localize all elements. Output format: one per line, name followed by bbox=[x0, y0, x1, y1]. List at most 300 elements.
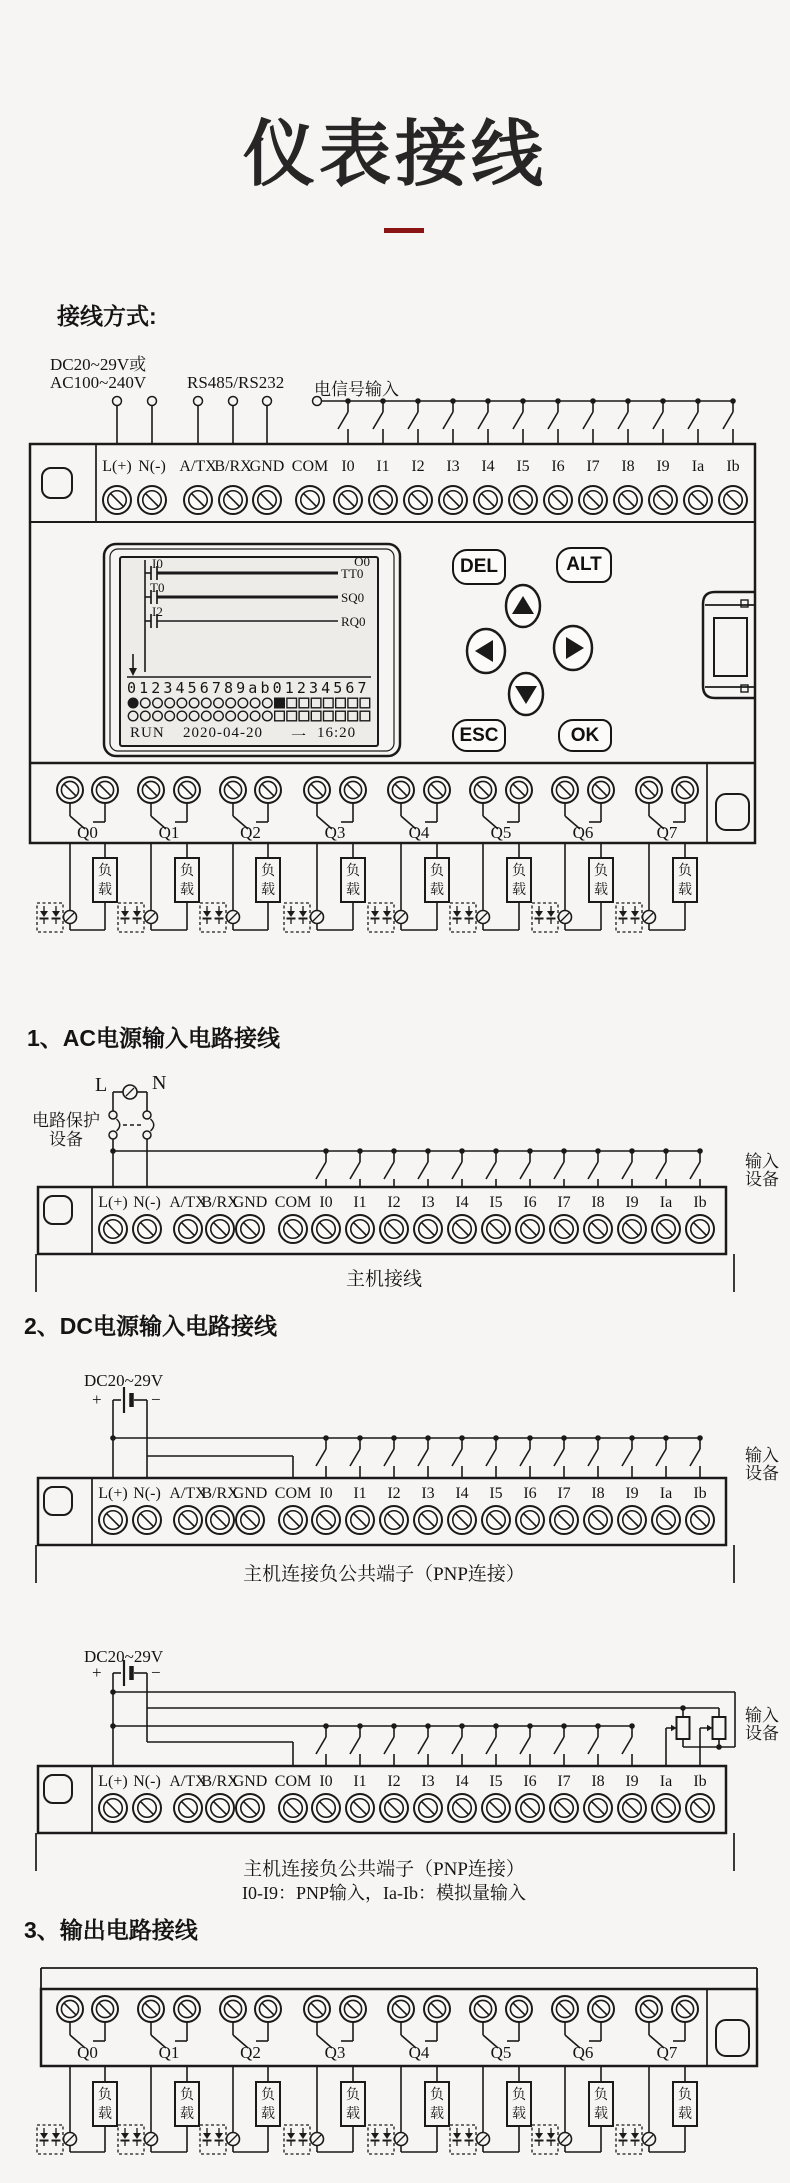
terminal-label: Ia bbox=[691, 458, 705, 475]
load-label bbox=[341, 2085, 365, 2123]
lcd-rung3-coil: RQ0 bbox=[341, 614, 366, 629]
load-char-1: 负 bbox=[98, 2086, 112, 2102]
output-label: Q5 bbox=[490, 823, 512, 842]
switch-blade bbox=[350, 1449, 360, 1466]
screw-terminal-icon bbox=[686, 1506, 714, 1534]
s1-input-device-line2: 设备 bbox=[745, 1170, 779, 1189]
switch-blade bbox=[452, 1449, 462, 1466]
screw-terminal-icon bbox=[584, 1215, 612, 1243]
diode-icon bbox=[40, 2133, 48, 2139]
screw-terminal-icon bbox=[686, 1794, 714, 1822]
screw-terminal-icon bbox=[470, 1996, 496, 2022]
screw-terminal-icon bbox=[346, 1794, 374, 1822]
terminal-label: I0 bbox=[319, 1485, 333, 1502]
screw-terminal-icon bbox=[346, 1506, 374, 1534]
terminal-label: Ia bbox=[659, 1773, 673, 1790]
circle bbox=[109, 1111, 117, 1119]
switch-blade bbox=[384, 1449, 394, 1466]
potentiometer-icon bbox=[713, 1717, 726, 1739]
output-label: Q0 bbox=[77, 2043, 98, 2062]
load-label bbox=[93, 861, 117, 899]
lcd-date: 2020-04-20 bbox=[183, 725, 263, 741]
screw-terminal-icon bbox=[684, 486, 712, 514]
screw-terminal-icon bbox=[719, 486, 747, 514]
protection-label-line1: 电路保护 bbox=[32, 1111, 100, 1130]
terminal-label: I5 bbox=[489, 1773, 503, 1790]
terminal-label: L(+) bbox=[98, 1485, 128, 1502]
load-char-2: 载 bbox=[346, 2105, 360, 2121]
screw-terminal-icon bbox=[369, 486, 397, 514]
screw-terminal-icon bbox=[388, 1996, 414, 2022]
terminal-label: I3 bbox=[421, 1485, 435, 1502]
s2b-plus: + bbox=[92, 1663, 102, 1682]
screw-terminal-icon bbox=[439, 486, 467, 514]
terminal-label: I2 bbox=[387, 1773, 401, 1790]
mounting-hole bbox=[44, 1196, 72, 1224]
output-label: Q2 bbox=[240, 823, 261, 842]
screw-terminal-icon bbox=[346, 1215, 374, 1243]
terminal-label: B/RX bbox=[201, 1485, 239, 1502]
switch-blade bbox=[418, 1162, 428, 1179]
switch-blade bbox=[338, 412, 348, 429]
mounting-hole bbox=[42, 468, 72, 498]
load-label bbox=[93, 2085, 117, 2123]
screw-terminal-icon bbox=[312, 1506, 340, 1534]
diode-icon bbox=[287, 2133, 295, 2139]
screw-terminal-icon bbox=[588, 777, 614, 803]
section3-heading: 3、输出电路接线 bbox=[24, 1917, 198, 1943]
terminal-label: Ib bbox=[726, 458, 740, 475]
load-label bbox=[589, 2085, 613, 2123]
potentiometer-icon bbox=[677, 1717, 690, 1739]
screw-terminal-icon bbox=[138, 486, 166, 514]
lcd-weekday: 一 bbox=[291, 729, 308, 745]
load-char-1: 负 bbox=[678, 2086, 692, 2102]
switch-blade bbox=[588, 1737, 598, 1754]
screw-terminal-icon bbox=[482, 1794, 510, 1822]
diode-icon bbox=[40, 911, 48, 917]
lcd-rung2-contact: T0 bbox=[150, 580, 165, 595]
screw-terminal-icon bbox=[236, 1215, 264, 1243]
output-label: Q0 bbox=[77, 823, 98, 842]
screw-terminal-icon bbox=[340, 777, 366, 803]
screw-terminal-icon bbox=[99, 1215, 127, 1243]
screw-terminal-icon bbox=[649, 486, 677, 514]
diode-icon bbox=[133, 911, 141, 917]
terminal-label: Ib bbox=[693, 1773, 707, 1790]
switch-blade bbox=[452, 1162, 462, 1179]
screw-terminal-icon bbox=[506, 1996, 532, 2022]
switch-blade bbox=[688, 412, 698, 429]
switch-blade bbox=[486, 1449, 496, 1466]
terminal-label: I9 bbox=[625, 1773, 639, 1790]
diode-icon bbox=[52, 2133, 60, 2139]
terminal-label: N(-) bbox=[133, 1194, 161, 1211]
s1-input-device-line1: 输入 bbox=[745, 1152, 779, 1171]
screw-terminal-icon bbox=[220, 1996, 246, 2022]
screw-terminal-icon bbox=[672, 777, 698, 803]
screw-terminal-icon bbox=[618, 1506, 646, 1534]
diode-icon bbox=[619, 911, 627, 917]
screw-terminal-icon bbox=[206, 1794, 234, 1822]
switch-blade bbox=[554, 1162, 564, 1179]
section2-caption-b2: I0-I9：PNP输入，Ia-Ib：模拟量输入 bbox=[242, 1883, 526, 1903]
load-char-1: 负 bbox=[346, 2086, 360, 2102]
screw-terminal-icon bbox=[206, 1506, 234, 1534]
mounting-hole bbox=[44, 1775, 72, 1803]
diode-icon bbox=[203, 911, 211, 917]
diode-icon bbox=[547, 911, 555, 917]
switch-blade bbox=[316, 1162, 326, 1179]
load-char-1: 负 bbox=[98, 862, 112, 878]
switch-blade bbox=[548, 412, 558, 429]
terminal-label: A/TX bbox=[179, 458, 217, 475]
terminal-label: I1 bbox=[353, 1485, 367, 1502]
terminal-label: B/RX bbox=[214, 458, 252, 475]
diode-icon bbox=[631, 911, 639, 917]
alt-button: ALT bbox=[556, 547, 612, 583]
screw-terminal-icon bbox=[255, 1996, 281, 2022]
load-char-2: 载 bbox=[346, 881, 360, 897]
screw-terminal-icon bbox=[474, 486, 502, 514]
screw-terminal-icon bbox=[92, 1996, 118, 2022]
terminal-pin-icon bbox=[148, 397, 157, 406]
screw-terminal-icon bbox=[57, 777, 83, 803]
down-arrow-button bbox=[509, 673, 543, 715]
screw-terminal-icon bbox=[388, 777, 414, 803]
terminal-pin-icon bbox=[194, 397, 203, 406]
load-char-1: 负 bbox=[261, 862, 275, 878]
screw-terminal-icon bbox=[236, 1794, 264, 1822]
screw-terminal-icon bbox=[652, 1506, 680, 1534]
diode-icon bbox=[453, 911, 461, 917]
terminal-label: COM bbox=[274, 1773, 312, 1790]
section2-caption-b1: 主机连接负公共端子（PNP连接） bbox=[243, 1859, 525, 1880]
terminal-label: L(+) bbox=[98, 1773, 128, 1790]
screw-terminal-icon bbox=[448, 1794, 476, 1822]
load-char-1: 负 bbox=[512, 2086, 526, 2102]
screw-terminal-icon bbox=[552, 1996, 578, 2022]
diode-icon bbox=[465, 911, 473, 917]
output-label: Q4 bbox=[408, 2043, 430, 2062]
input-indicator bbox=[128, 698, 138, 708]
terminal-label: I4 bbox=[455, 1194, 469, 1211]
diode-icon bbox=[121, 2133, 129, 2139]
load-char-1: 负 bbox=[594, 862, 608, 878]
screw-terminal-icon bbox=[99, 1506, 127, 1534]
terminal-label: I5 bbox=[489, 1194, 503, 1211]
terminal-label: I8 bbox=[591, 1485, 605, 1502]
screw-terminal-icon bbox=[448, 1506, 476, 1534]
screw-terminal-icon bbox=[279, 1794, 307, 1822]
diode-icon bbox=[215, 911, 223, 917]
terminal-label: Ib bbox=[693, 1194, 707, 1211]
screw-terminal-icon bbox=[482, 1215, 510, 1243]
load-char-2: 载 bbox=[678, 2105, 692, 2121]
lcd-rung3-contact: I2 bbox=[152, 604, 163, 619]
terminal-label: A/TX bbox=[169, 1194, 207, 1211]
screw-terminal-icon bbox=[614, 486, 642, 514]
screw-terminal-icon bbox=[340, 1996, 366, 2022]
terminal-label: Ia bbox=[659, 1194, 673, 1211]
line-l-label: L bbox=[95, 1074, 108, 1096]
lcd-io-digits: 0123456789ab01234567 bbox=[127, 679, 370, 697]
output-label: Q1 bbox=[158, 2043, 180, 2062]
terminal-label: COM bbox=[291, 458, 329, 475]
load-char-2: 载 bbox=[594, 2105, 608, 2121]
diode-icon bbox=[383, 2133, 391, 2139]
terminal-label: I8 bbox=[591, 1773, 605, 1790]
load-label bbox=[175, 861, 199, 899]
del-button: DEL bbox=[452, 549, 506, 585]
switch-blade bbox=[486, 1737, 496, 1754]
mounting-hole bbox=[716, 794, 749, 830]
terminal-label: I7 bbox=[586, 458, 600, 475]
screw-terminal-icon bbox=[174, 777, 200, 803]
s2a-minus: − bbox=[151, 1390, 161, 1409]
diode-icon bbox=[535, 2133, 543, 2139]
switch-blade bbox=[418, 1737, 428, 1754]
load-char-2: 载 bbox=[98, 2105, 112, 2121]
output-label: Q7 bbox=[656, 2043, 678, 2062]
intro-heading: 接线方式: bbox=[57, 303, 157, 329]
page-title: 仪表接线 bbox=[242, 115, 547, 195]
switch-blade bbox=[723, 412, 733, 429]
terminal-label: N(-) bbox=[138, 458, 166, 475]
screw-terminal-icon bbox=[174, 1215, 202, 1243]
terminal-label: B/RX bbox=[201, 1194, 239, 1211]
screw-terminal-icon bbox=[470, 777, 496, 803]
diode-icon bbox=[383, 911, 391, 917]
screw-terminal-icon bbox=[509, 486, 537, 514]
ok-button: OK bbox=[558, 719, 612, 752]
terminal-label: A/TX bbox=[169, 1485, 207, 1502]
terminal-label: I9 bbox=[625, 1485, 639, 1502]
terminal-label: COM bbox=[274, 1194, 312, 1211]
terminal-label: I1 bbox=[353, 1194, 367, 1211]
diode-icon bbox=[453, 2133, 461, 2139]
switch-blade bbox=[622, 1162, 632, 1179]
screw-terminal-icon bbox=[312, 1215, 340, 1243]
terminal-label: I2 bbox=[387, 1485, 401, 1502]
switch-blade bbox=[373, 412, 383, 429]
screw-terminal-icon bbox=[57, 1996, 83, 2022]
signal-input-label: 电信号输入 bbox=[314, 380, 399, 399]
diode-icon bbox=[203, 2133, 211, 2139]
terminal-label: I3 bbox=[446, 458, 460, 475]
screw-terminal-icon bbox=[219, 486, 247, 514]
terminal-label: I1 bbox=[353, 1773, 367, 1790]
screw-terminal-icon bbox=[174, 1794, 202, 1822]
load-char-2: 载 bbox=[678, 881, 692, 897]
terminal-label: I4 bbox=[481, 458, 495, 475]
switch-blade bbox=[656, 1162, 666, 1179]
up-arrow-button bbox=[506, 585, 540, 627]
terminal-label: N(-) bbox=[133, 1485, 161, 1502]
switch-blade bbox=[350, 1162, 360, 1179]
switch-blade bbox=[653, 412, 663, 429]
screw-terminal-icon bbox=[579, 486, 607, 514]
protection-label-line2: 设备 bbox=[49, 1130, 83, 1149]
terminal-pin-icon bbox=[263, 397, 272, 406]
load-label bbox=[589, 861, 613, 899]
terminal-label: I6 bbox=[523, 1773, 537, 1790]
load-label bbox=[425, 2085, 449, 2123]
terminal-label: I2 bbox=[411, 458, 425, 475]
diode-icon bbox=[535, 911, 543, 917]
load-label bbox=[507, 861, 531, 899]
screw-terminal-icon bbox=[380, 1794, 408, 1822]
circle bbox=[109, 1131, 117, 1139]
load-char-1: 负 bbox=[678, 862, 692, 878]
load-char-2: 载 bbox=[512, 881, 526, 897]
comm-label: RS485/RS232 bbox=[187, 373, 285, 392]
power-ac-label: AC100~240V bbox=[50, 373, 147, 392]
screw-terminal-icon bbox=[552, 777, 578, 803]
screw-terminal-icon bbox=[99, 1794, 127, 1822]
screw-terminal-icon bbox=[404, 486, 432, 514]
title-underline bbox=[384, 228, 424, 233]
terminal-pin-icon bbox=[229, 397, 238, 406]
screw-terminal-icon bbox=[304, 1996, 330, 2022]
switch-blade bbox=[452, 1737, 462, 1754]
terminal-label: COM bbox=[274, 1485, 312, 1502]
load-char-1: 负 bbox=[430, 2086, 444, 2102]
load-char-1: 负 bbox=[430, 862, 444, 878]
terminal-label: N(-) bbox=[133, 1773, 161, 1790]
s2b-input-device-line1: 输入 bbox=[745, 1706, 779, 1725]
screw-terminal-icon bbox=[636, 1996, 662, 2022]
screw-terminal-icon bbox=[296, 486, 324, 514]
s2b-minus: − bbox=[151, 1663, 161, 1682]
screw-terminal-icon bbox=[414, 1215, 442, 1243]
screw-terminal-icon bbox=[206, 1215, 234, 1243]
circle bbox=[143, 1111, 151, 1119]
output-label: Q2 bbox=[240, 2043, 261, 2062]
screw-terminal-icon bbox=[380, 1506, 408, 1534]
switch-blade bbox=[622, 1737, 632, 1754]
mounting-hole bbox=[44, 1487, 72, 1515]
switch-blade bbox=[384, 1737, 394, 1754]
output-label: Q6 bbox=[572, 823, 594, 842]
diode-icon bbox=[299, 2133, 307, 2139]
terminal-label: I8 bbox=[591, 1194, 605, 1211]
load-label bbox=[507, 2085, 531, 2123]
screw-terminal-icon bbox=[550, 1794, 578, 1822]
output-label: Q7 bbox=[656, 823, 678, 842]
switch-blade bbox=[350, 1737, 360, 1754]
diode-icon bbox=[465, 2133, 473, 2139]
line-n-label: N bbox=[152, 1072, 167, 1094]
switch-blade bbox=[622, 1449, 632, 1466]
terminal-label: I7 bbox=[557, 1485, 571, 1502]
lcd-rung1-contact: I0 bbox=[152, 556, 163, 571]
switch-blade bbox=[690, 1162, 700, 1179]
load-char-2: 载 bbox=[180, 2105, 194, 2121]
switch-blade bbox=[478, 412, 488, 429]
switch-blade bbox=[588, 1449, 598, 1466]
load-char-2: 载 bbox=[261, 2105, 275, 2121]
terminal-label: I1 bbox=[376, 458, 390, 475]
screw-terminal-icon bbox=[544, 486, 572, 514]
switch-blade bbox=[588, 1162, 598, 1179]
diode-icon bbox=[547, 2133, 555, 2139]
screw-terminal-icon bbox=[516, 1215, 544, 1243]
screw-terminal-icon bbox=[253, 486, 281, 514]
s2a-plus: + bbox=[92, 1390, 102, 1409]
output-label: Q5 bbox=[490, 2043, 512, 2062]
switch-blade bbox=[316, 1737, 326, 1754]
screw-terminal-icon bbox=[584, 1794, 612, 1822]
terminal-label: I9 bbox=[625, 1194, 639, 1211]
switch-blade bbox=[418, 1449, 428, 1466]
load-char-1: 负 bbox=[180, 862, 194, 878]
switch-blade bbox=[513, 412, 523, 429]
terminal-label: L(+) bbox=[98, 1194, 128, 1211]
diode-icon bbox=[215, 2133, 223, 2139]
switch-blade bbox=[690, 1449, 700, 1466]
load-char-2: 载 bbox=[512, 2105, 526, 2121]
esc-button: ESC bbox=[452, 719, 506, 752]
screw-terminal-icon bbox=[516, 1794, 544, 1822]
load-label bbox=[256, 2085, 280, 2123]
section2-caption-a: 主机连接负公共端子（PNP连接） bbox=[243, 1564, 525, 1585]
screw-terminal-icon bbox=[618, 1794, 646, 1822]
screw-terminal-icon bbox=[506, 777, 532, 803]
switch-blade bbox=[618, 412, 628, 429]
terminal-label: I0 bbox=[319, 1194, 333, 1211]
breaker-blade bbox=[117, 1119, 120, 1131]
terminal-label: Ib bbox=[693, 1485, 707, 1502]
terminal-label: I4 bbox=[455, 1485, 469, 1502]
switch-blade bbox=[443, 412, 453, 429]
terminal-label: I7 bbox=[557, 1194, 571, 1211]
switch-blade bbox=[384, 1162, 394, 1179]
diode-icon bbox=[371, 2133, 379, 2139]
s2b-dc-label: DC20~29V bbox=[84, 1647, 164, 1666]
terminal-label: I0 bbox=[319, 1773, 333, 1790]
terminal-pin-icon bbox=[113, 397, 122, 406]
load-char-1: 负 bbox=[346, 862, 360, 878]
switch-blade bbox=[520, 1737, 530, 1754]
screw-terminal-icon bbox=[482, 1506, 510, 1534]
terminal-label: I8 bbox=[621, 458, 635, 475]
box bbox=[741, 685, 748, 692]
terminal-label: I3 bbox=[421, 1194, 435, 1211]
terminal-label: I4 bbox=[455, 1773, 469, 1790]
terminal-label: I6 bbox=[523, 1485, 537, 1502]
load-char-1: 负 bbox=[594, 2086, 608, 2102]
lcd-run-status: RUN bbox=[130, 725, 165, 741]
load-char-2: 载 bbox=[430, 881, 444, 897]
breaker-blade bbox=[151, 1119, 154, 1131]
load-char-1: 负 bbox=[180, 2086, 194, 2102]
diode-icon bbox=[121, 911, 129, 917]
terminal-label: L(+) bbox=[102, 458, 132, 475]
terminal-label: GND bbox=[232, 1773, 268, 1790]
screw-terminal-icon bbox=[636, 777, 662, 803]
terminal-label: I5 bbox=[516, 458, 530, 475]
output-label: Q1 bbox=[158, 823, 180, 842]
screw-terminal-icon bbox=[672, 1996, 698, 2022]
load-char-1: 负 bbox=[512, 862, 526, 878]
screw-terminal-icon bbox=[312, 1794, 340, 1822]
screw-terminal-icon bbox=[588, 1996, 614, 2022]
load-label bbox=[673, 2085, 697, 2123]
terminal-label: GND bbox=[249, 458, 285, 475]
s2a-dc-label: DC20~29V bbox=[84, 1371, 164, 1390]
output-label: Q4 bbox=[408, 823, 430, 842]
